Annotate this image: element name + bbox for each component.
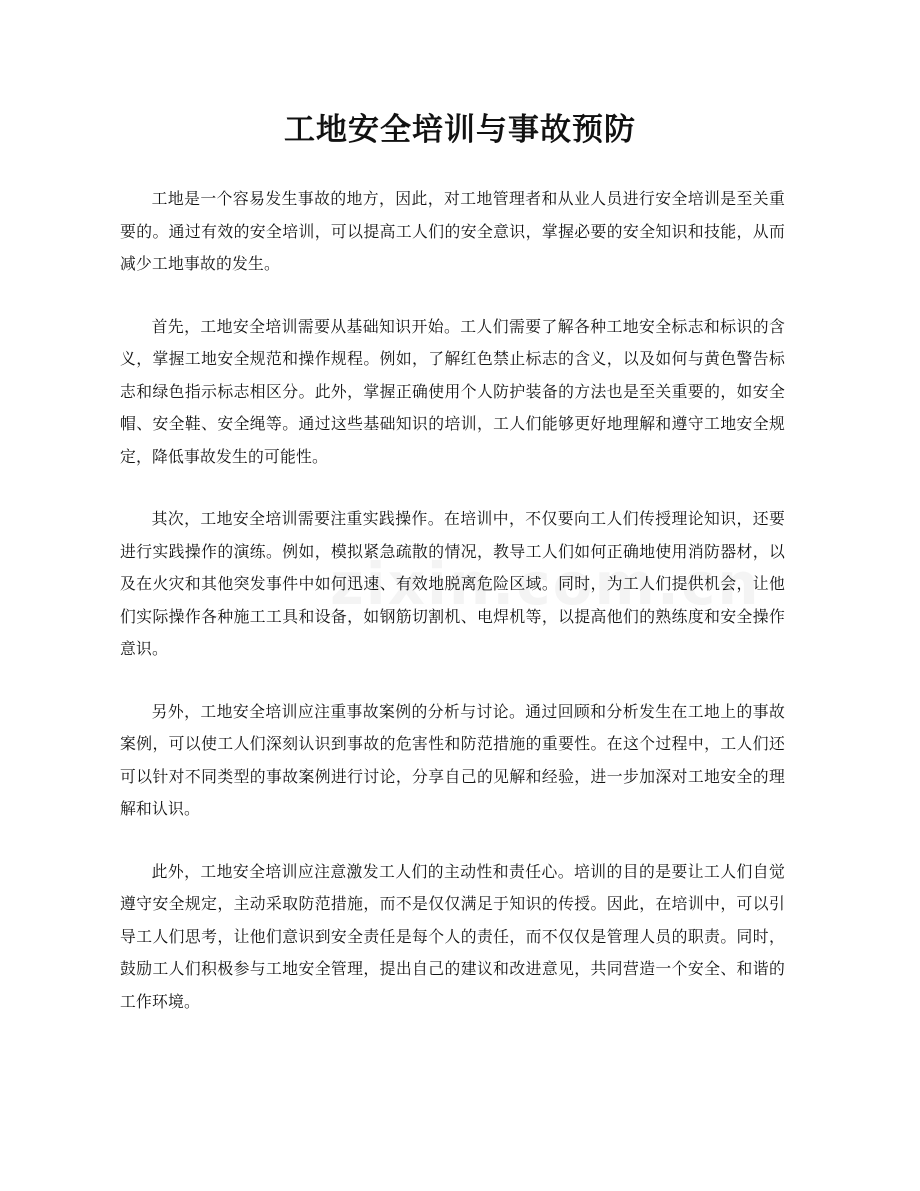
paragraph-2: 首先，工地安全培训需要从基础知识开始。工人们需要了解各种工地安全标志和标识的含义，掌握工地安全规范和操作规程。例如，了解红色禁止标志的含义，以及如何与黄色警告标志和绿色指示标志相区分。此外，掌握正确使用个人防护装备的方法也是至关重要的，如安全帽、安全鞋、安全绳等。通过这些基础知识的培训，工人们能够更好地理解和遵守工地安全规定，降低事故发生的可能性。 (120, 316, 785, 466)
document-title: 工地安全培训与事故预防 (284, 112, 636, 148)
paragraph-5: 此外，工地安全培训应注意激发工人们的主动性和责任心。培训的目的是要让工人们自觉遵守安全规定，主动采取防范措施，而不是仅仅满足于知识的传授。因此，在培训中，可以引导工人们思考，让他们意识到安全责任是每个人的责任，而不仅仅是管理人员的职责。同时，鼓励工人们积极参与工地安全管理，提出自己的建议和改进意见，共同营造一个安全、和谐的工作环境。 (120, 861, 785, 1011)
paragraph-3: 其次，工地安全培训需要注重实践操作。在培训中，不仅要向工人们传授理论知识，还要进行实践操作的演练。例如，模拟紧急疏散的情况，教导工人们如何正确地使用消防器材，以及在火灾和其他突发事件中如何迅速、有效地脱离危险区域。同时，为工人们提供机会，让他们实际操作各种施工工具和设备，如钢筋切割机、电焊机等，以提高他们的熟练度和安全操作意识。 (120, 509, 785, 658)
paragraph-1: 工地是一个容易发生事故的地方，因此，对工地管理者和从业人员进行安全培训是至关重要的。通过有效的安全培训，可以提高工人们的安全意识，掌握必要的安全知识和技能，从而减少工地事故的发生。 (120, 189, 785, 273)
document-body (120, 183, 785, 1048)
paragraph-4: 另外，工地安全培训应注重事故案例的分析与讨论。通过回顾和分析发生在工地上的事故案例，可以使工人们深刻认识到事故的危害性和防范措施的重要性。在这个过程中，工人们还可以针对不同类型的事故案例进行讨论，分享自己的见解和经验，进一步加深对工地安全的理解和认识。 (120, 701, 785, 818)
